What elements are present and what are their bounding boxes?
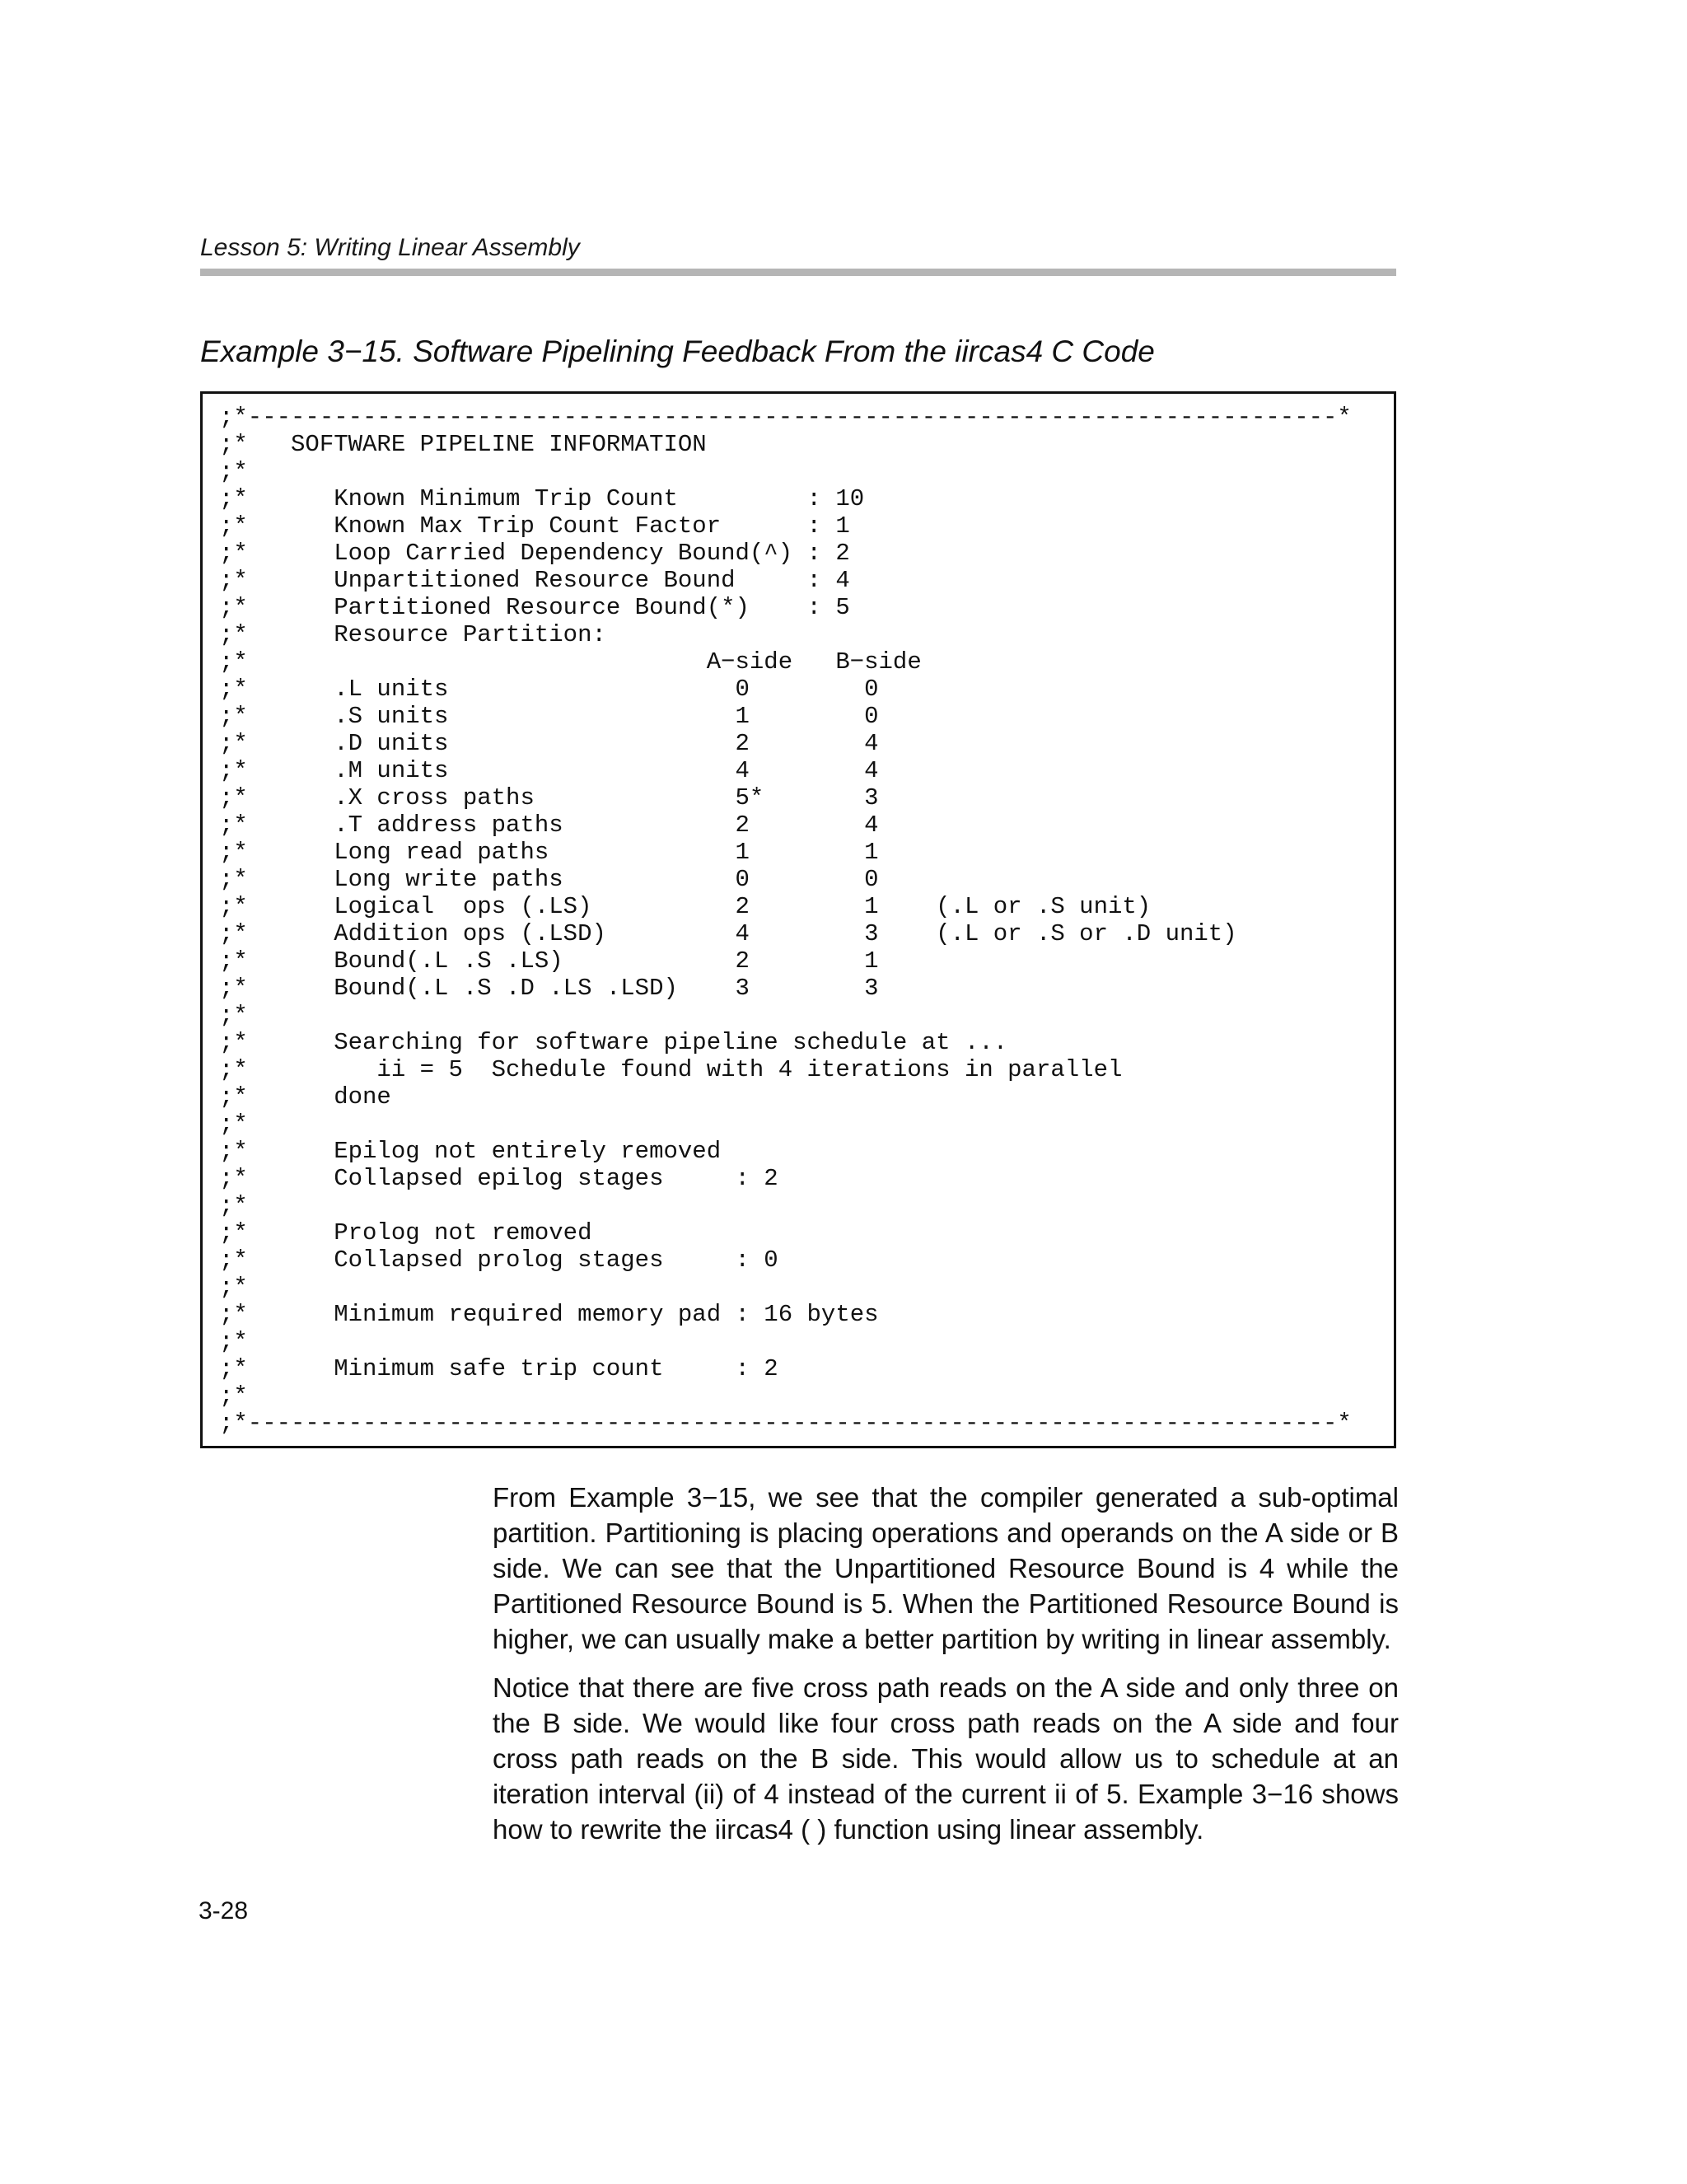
code-line: ;* Logical ops (.LS) 2 1 (.L or .S unit) [219,893,1152,920]
code-line: ;* Long write paths 0 0 [219,866,879,893]
page-number: 3-28 [199,1897,249,1924]
code-line: ;* Searching for software pipeline schedule at ... [219,1029,1008,1056]
code-line: ;* .L units 0 0 [219,676,879,703]
code-line: ;* [219,458,248,485]
code-line: ;* .X cross paths 5* 3 [219,784,879,811]
code-line: ;* Resource Partition: [219,621,606,648]
paragraph: From Example 3−15, we see that the compiler generated a sub-optimal partition. Partitioning is placing operations and operands on the A side or B side. We can see that the Unpartitioned Resource Bound is 4 while the Partitioned Resource Bound is 5. When the Partitioned Resource Bound is higher, we can usually make a better partition by writing in linear assembly. [493,1482,1399,1654]
code-listing [200,391,1396,1448]
code-line: ;* done [219,1083,391,1111]
code-line: ;* ii = 5 Schedule found with 4 iterations in parallel [219,1056,1123,1083]
code-line: ;* .T address paths 2 4 [219,811,879,839]
code-line: ;* SOFTWARE PIPELINE INFORMATION [219,431,707,458]
code-line: ;* [219,1382,248,1410]
code-line: ;* Long read paths 1 1 [219,839,879,866]
code-line: ;* Known Minimum Trip Count : 10 [219,485,865,512]
code-line: ;* .D units 2 4 [219,730,879,757]
code-line: ;* [219,1002,248,1029]
code-line: ;* .S units 1 0 [219,703,879,730]
code-line: ;* Known Max Trip Count Factor : 1 [219,512,850,540]
code-line: ;* Prolog not removed [219,1219,592,1246]
code-line: ;* Loop Carried Dependency Bound(^) : 2 [219,540,850,567]
running-header: Lesson 5: Writing Linear Assembly [200,234,580,261]
code-line: ;*----------------------------------------------------------------------------* [219,404,1352,431]
paragraph: Notice that there are five cross path reads on the A side and only three on the B side. We would like four cross path reads on the A side and four cross path reads on the B side. This would allow us to schedule at an iteration interval (ii) of 4 instead of the current ii of 5. Example 3−16 shows how to rewrite the iircas4 ( ) function using linear assembly. [493,1672,1399,1845]
code-line: ;* Minimum required memory pad : 16 bytes [219,1301,879,1328]
code-line: ;* Bound(.L .S .D .LS .LSD) 3 3 [219,975,879,1002]
header-rule [200,269,1396,276]
code-line: ;*----------------------------------------------------------------------------* [219,1410,1352,1437]
example-title: Example 3−15. Software Pipelining Feedback From the iircas4 C Code [200,334,1155,368]
code-line: ;* Collapsed prolog stages : 0 [219,1246,778,1274]
code-line: ;* Epilog not entirely removed [219,1138,722,1165]
code-line: ;* [219,1192,248,1219]
code-line: ;* Collapsed epilog stages : 2 [219,1165,778,1192]
code-line: ;* [219,1328,248,1355]
code-line: ;* [219,1274,248,1301]
code-line: ;* Unpartitioned Resource Bound : 4 [219,567,850,594]
body-text [493,1480,1399,1860]
code-line: ;* Minimum safe trip count : 2 [219,1355,778,1382]
code-line: ;* .M units 4 4 [219,757,879,784]
code-line: ;* A−side B−side [219,648,922,676]
code-line: ;* Addition ops (.LSD) 4 3 (.L or .S or .D unit) [219,920,1237,947]
code-line: ;* Bound(.L .S .LS) 2 1 [219,947,879,975]
code-line: ;* Partitioned Resource Bound(*) : 5 [219,594,850,621]
code-line: ;* [219,1111,248,1138]
